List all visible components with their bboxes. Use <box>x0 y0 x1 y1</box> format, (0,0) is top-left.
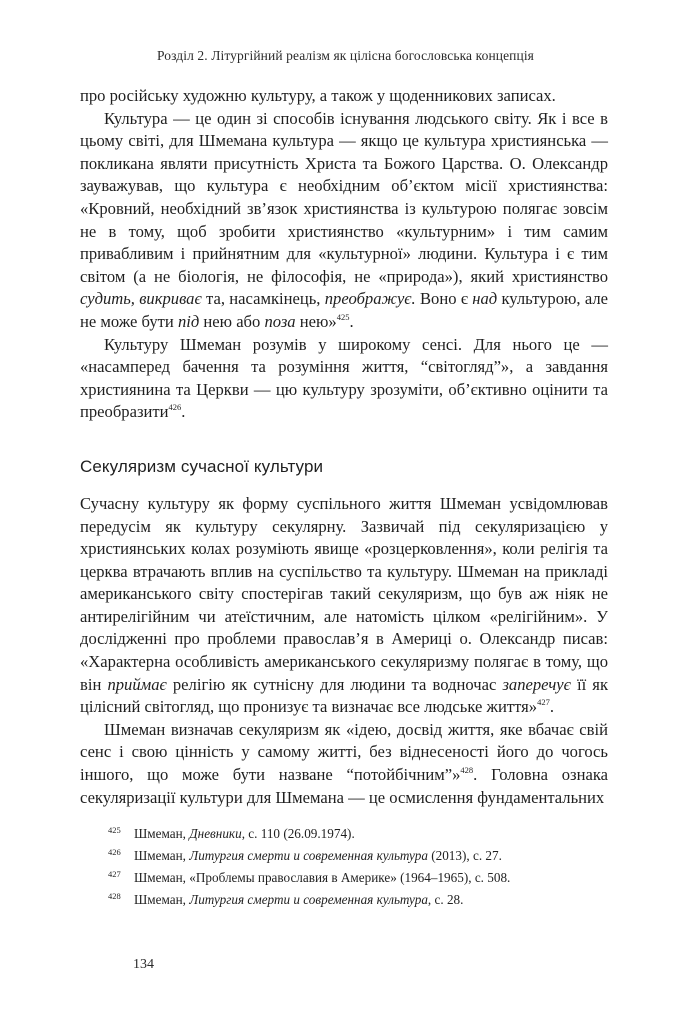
footnote-number: 426 <box>108 847 121 857</box>
footnote-text: Шмеман, Литургия смерти и современная культура (2013), с. 27. <box>134 848 502 863</box>
footnote-text: Шмеман, Дневники, с. 110 (26.09.1974). <box>134 826 355 841</box>
page-number: 134 <box>133 957 154 972</box>
footnote-ref-427: 427 <box>537 697 550 708</box>
footnote-ref-426: 426 <box>168 402 182 413</box>
footnotes <box>80 823 608 911</box>
paragraph-4: Сучасну культуру як форму суспільного життя Шмеман усвідомлював передусім як культуру секулярну. Зазвичай під секуляризацією у християнських колах розуміють явище «розцерковлення», коли релігія та церква втрачають вплив на суспільство та культуру. Шмеман на прикладі американського світу спостерігав такий секуляризм, що був аж ніяк не антирелігійним чи атеїстичним, але натомість цілком «релігійним». У дослідженні про проблеми православ’я в Америці о. Олександр писав: «Характерна особливість американського секуляризму полягає в тому, що він приймає релігію як сутнісну для людини та водночас заперечує її як цілісний світогляд, що пронизує та визначає все людське життя»$^{427}$. <box>80 493 609 717</box>
section-heading: Секуляризм сучасної культури <box>80 456 324 476</box>
footnote-number: 425 <box>108 825 121 835</box>
footnote-number: 428 <box>108 891 121 901</box>
footnote-text: Шмеман, «Проблемы православия в Америке» (1964–1965), с. 508. <box>134 870 511 885</box>
footnote <box>80 889 608 911</box>
footnote <box>80 823 608 845</box>
paragraph-3: Культуру Шмеман розумів у широкому сенсі. Для нього це — «насамперед бачення та розуміння життя, “світогляд”», а завдання християнина та Церкви — цю культуру зрозуміти, об’єктивно оцінити та преобразити$^{426}$. <box>80 334 608 422</box>
main-text <box>80 85 608 809</box>
paragraph-2: Культура — це один зі способів існування людського світу. Як і все в цьому світі, для Шмемана культура — якщо це культура християнська — покликана являти присутність Христа та Божого Царства. О. Олександр зауважував, що культура є необхідним об’єктом місії християнства: «Кровний, необхідний зв’язок християнства із культурою полягає зовсім не в тому, щоб зробити християнство «культурним» і тим самим привабливим і прийнятним для «культурної» людини. Культура і є тим світом (а не біологія, не філософія, не «природа»), який християнство судить, викриває та, насамкінець, преображує. Воно є над культурою, але не може бути під нею або поза нею»$^{425}$. <box>80 108 608 331</box>
paragraph-1: про російську художню культуру, а також у щоденникових записах. <box>80 86 556 105</box>
paragraph-5: Шмеман визначав секуляризм як «ідею, досвід життя, яке вбачає свій сенс і свою цінність у самому житті, без віднесеності його до чогось іншого, що може бути назване “потойбічним”»$^{428}$. Головна ознака секуляризації культури для Шмемана — це осмислення фундаментальних <box>80 719 608 807</box>
footnote <box>80 867 608 889</box>
footnote-number: 427 <box>108 869 121 879</box>
footnote-ref-428: 428 <box>460 765 474 776</box>
footnote <box>80 845 608 867</box>
footnote-ref-425: 425 <box>336 311 350 322</box>
footnote-text: Шмеман, Литургия смерти и современная культура, с. 28. <box>134 892 464 907</box>
running-head: Розділ 2. Літургійний реалізм як цілісна богословська концепція <box>156 48 534 63</box>
